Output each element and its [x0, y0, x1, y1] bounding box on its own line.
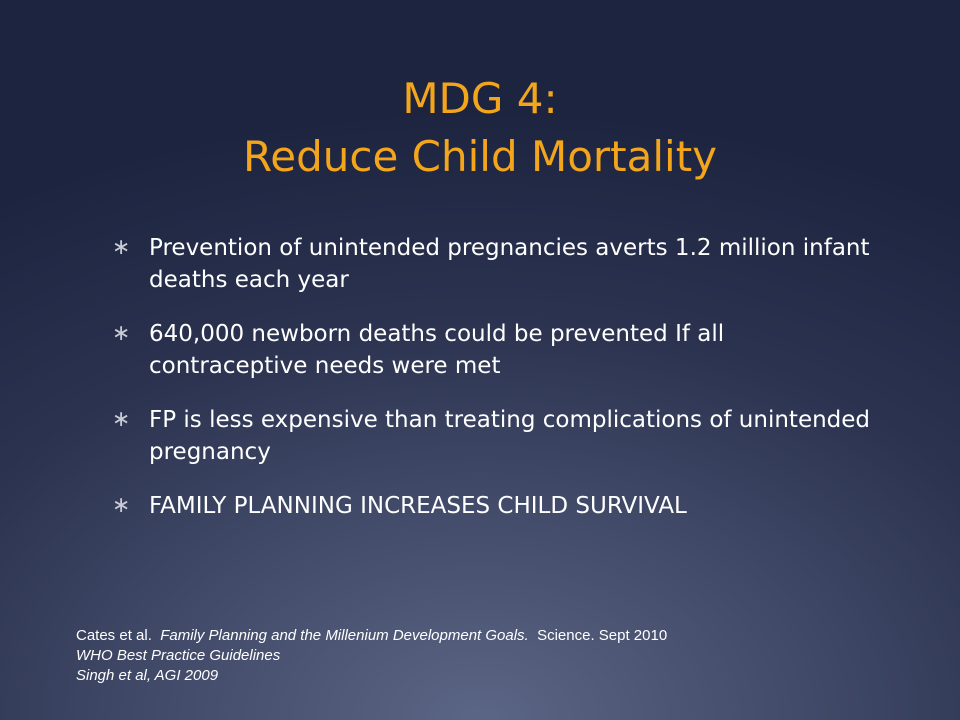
bullet-marker-icon: ∗ [112, 407, 131, 432]
reference-1-source: Science. Sept 2010 [537, 627, 668, 644]
title-line-1: MDG 4: [402, 74, 558, 123]
reference-2 [76, 646, 876, 666]
reference-1-title: Family Planning and the Millenium Development Goals. [160, 627, 529, 644]
title-line-2: Reduce Child Mortality [242, 132, 718, 181]
bullet-item [112, 404, 872, 468]
bullet-item [112, 490, 872, 522]
reference-3-text: Singh et al, AGI 2009 [76, 667, 219, 684]
bullet-item [112, 318, 872, 382]
reference-1-authors: Cates et al. [76, 627, 152, 644]
reference-3 [76, 666, 876, 686]
bullet-marker-icon: ∗ [112, 235, 131, 260]
bullet-marker-icon: ∗ [112, 321, 131, 346]
bullet-list [112, 232, 872, 544]
slide-title [0, 70, 960, 186]
references [76, 626, 876, 686]
bullet-text: 640,000 newborn deaths could be prevented If all contraceptive needs were met [149, 321, 725, 379]
bullet-text: Prevention of unintended pregnancies averts 1.2 million infant deaths each year [149, 235, 870, 293]
bullet-marker-icon: ∗ [112, 493, 131, 518]
bullet-item [112, 232, 872, 296]
reference-2-text: WHO Best Practice Guidelines [76, 647, 281, 664]
reference-1 [76, 626, 876, 646]
bullet-text: FAMILY PLANNING INCREASES CHILD SURVIVAL [149, 493, 687, 519]
bullet-text: FP is less expensive than treating complications of unintended pregnancy [149, 407, 871, 465]
